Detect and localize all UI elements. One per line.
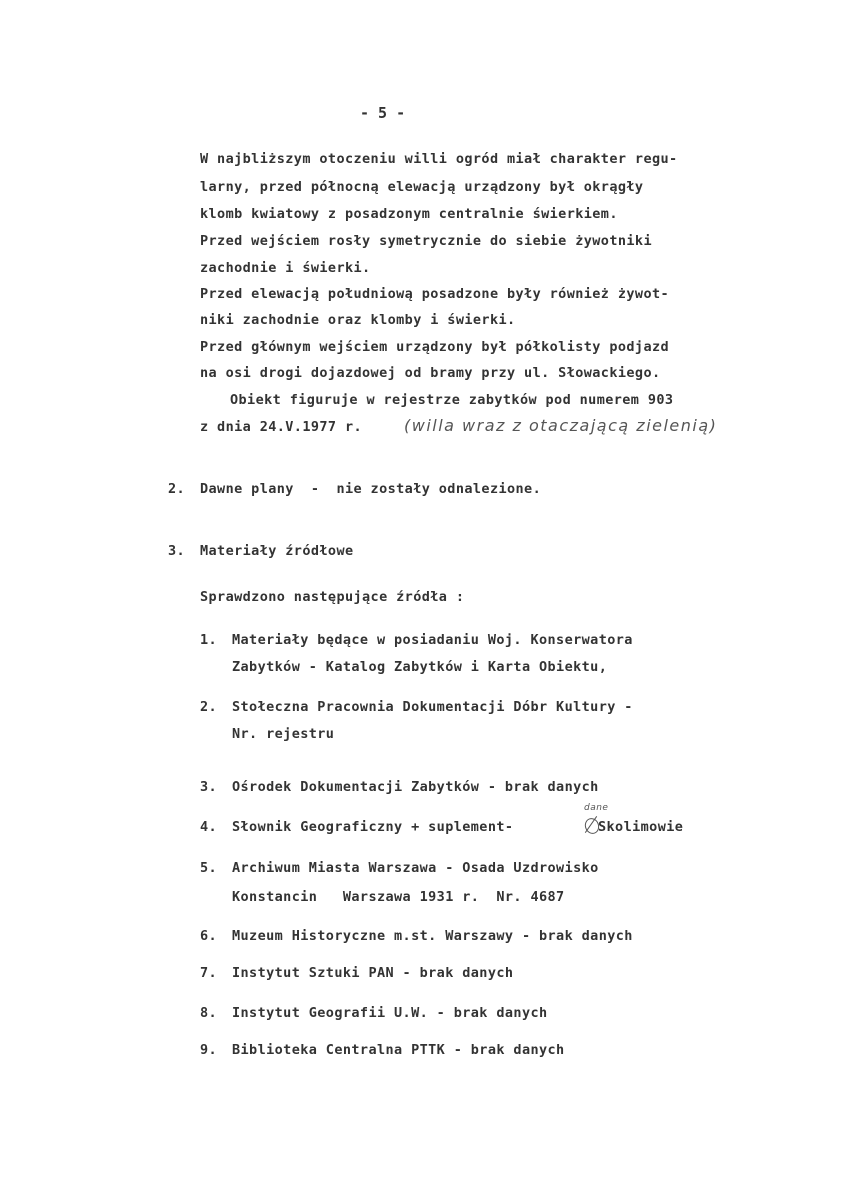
handwritten-correction: dane <box>584 803 609 813</box>
section-3-number: 3. <box>168 543 186 559</box>
paragraph-line: z dnia 24.V.1977 r. <box>200 419 363 435</box>
list-item: Nr. rejestru <box>232 726 335 742</box>
list-item: Konstancin Warszawa 1931 r. Nr. 4687 <box>232 889 565 905</box>
paragraph-line: zachodnie i świerki. <box>200 260 371 276</box>
list-item-number: 3. <box>200 779 218 795</box>
list-item-number: 6. <box>200 928 218 944</box>
paragraph-line: Przed wejściem rosły symetrycznie do siebie żywotniki <box>200 233 652 249</box>
paragraph-line: Obiekt figuruje w rejestrze zabytków pod numerem 903 <box>230 392 674 408</box>
list-item: Stołeczna Pracownia Dokumentacji Dóbr Kultury - <box>232 699 633 715</box>
list-item: Słownik Geograficzny + suplement- <box>232 819 514 835</box>
section-2-text: Dawne plany - nie zostały odnalezione. <box>200 481 542 497</box>
list-item: Instytut Sztuki PAN - brak danych <box>232 965 514 981</box>
list-item-number: 5. <box>200 860 218 876</box>
list-item-number: 1. <box>200 632 218 648</box>
list-item: Muzeum Historyczne m.st. Warszawy - brak danych <box>232 928 633 944</box>
section-3-heading: Materiały źródłowe <box>200 543 354 559</box>
section-2-number: 2. <box>168 481 186 497</box>
list-item: Zabytków - Katalog Zabytków i Karta Obiektu, <box>232 659 608 675</box>
list-item-number: 8. <box>200 1005 218 1021</box>
list-item: Skolimowie <box>598 819 684 835</box>
paragraph-line: W najbliższym otoczeniu willi ogród miał charakter regu- <box>200 151 678 167</box>
list-item-number: 4. <box>200 819 218 835</box>
section-3-intro: Sprawdzono następujące źródła : <box>200 589 465 605</box>
list-item-number: 9. <box>200 1042 218 1058</box>
paragraph-line: larny, przed północną elewacją urządzony był okrągły <box>200 179 644 195</box>
list-item-number: 2. <box>200 699 218 715</box>
list-item: Instytut Geografii U.W. - brak danych <box>232 1005 548 1021</box>
paragraph-line: niki zachodnie oraz klomby i świerki. <box>200 312 516 328</box>
paragraph-line: Przed głównym wejściem urządzony był półkolisty podjazd <box>200 339 670 355</box>
paragraph-line: klomb kwiatowy z posadzonym centralnie świerkiem. <box>200 206 618 222</box>
list-item: Biblioteka Centralna PTTK - brak danych <box>232 1042 565 1058</box>
list-item-number: 7. <box>200 965 218 981</box>
page-number: - 5 - <box>360 104 406 122</box>
list-item: Ośrodek Dokumentacji Zabytków - brak danych <box>232 779 599 795</box>
list-item: Materiały będące w posiadaniu Woj. Konserwatora <box>232 632 633 648</box>
list-item: Archiwum Miasta Warszawa - Osada Uzdrowisko <box>232 860 599 876</box>
paragraph-line: Przed elewacją południową posadzone były również żywot- <box>200 286 670 302</box>
handwritten-note: (willa wraz z otaczającą zielenią) <box>404 416 718 435</box>
paragraph-line: na osi drogi dojazdowej od bramy przy ul. Słowackiego. <box>200 365 661 381</box>
